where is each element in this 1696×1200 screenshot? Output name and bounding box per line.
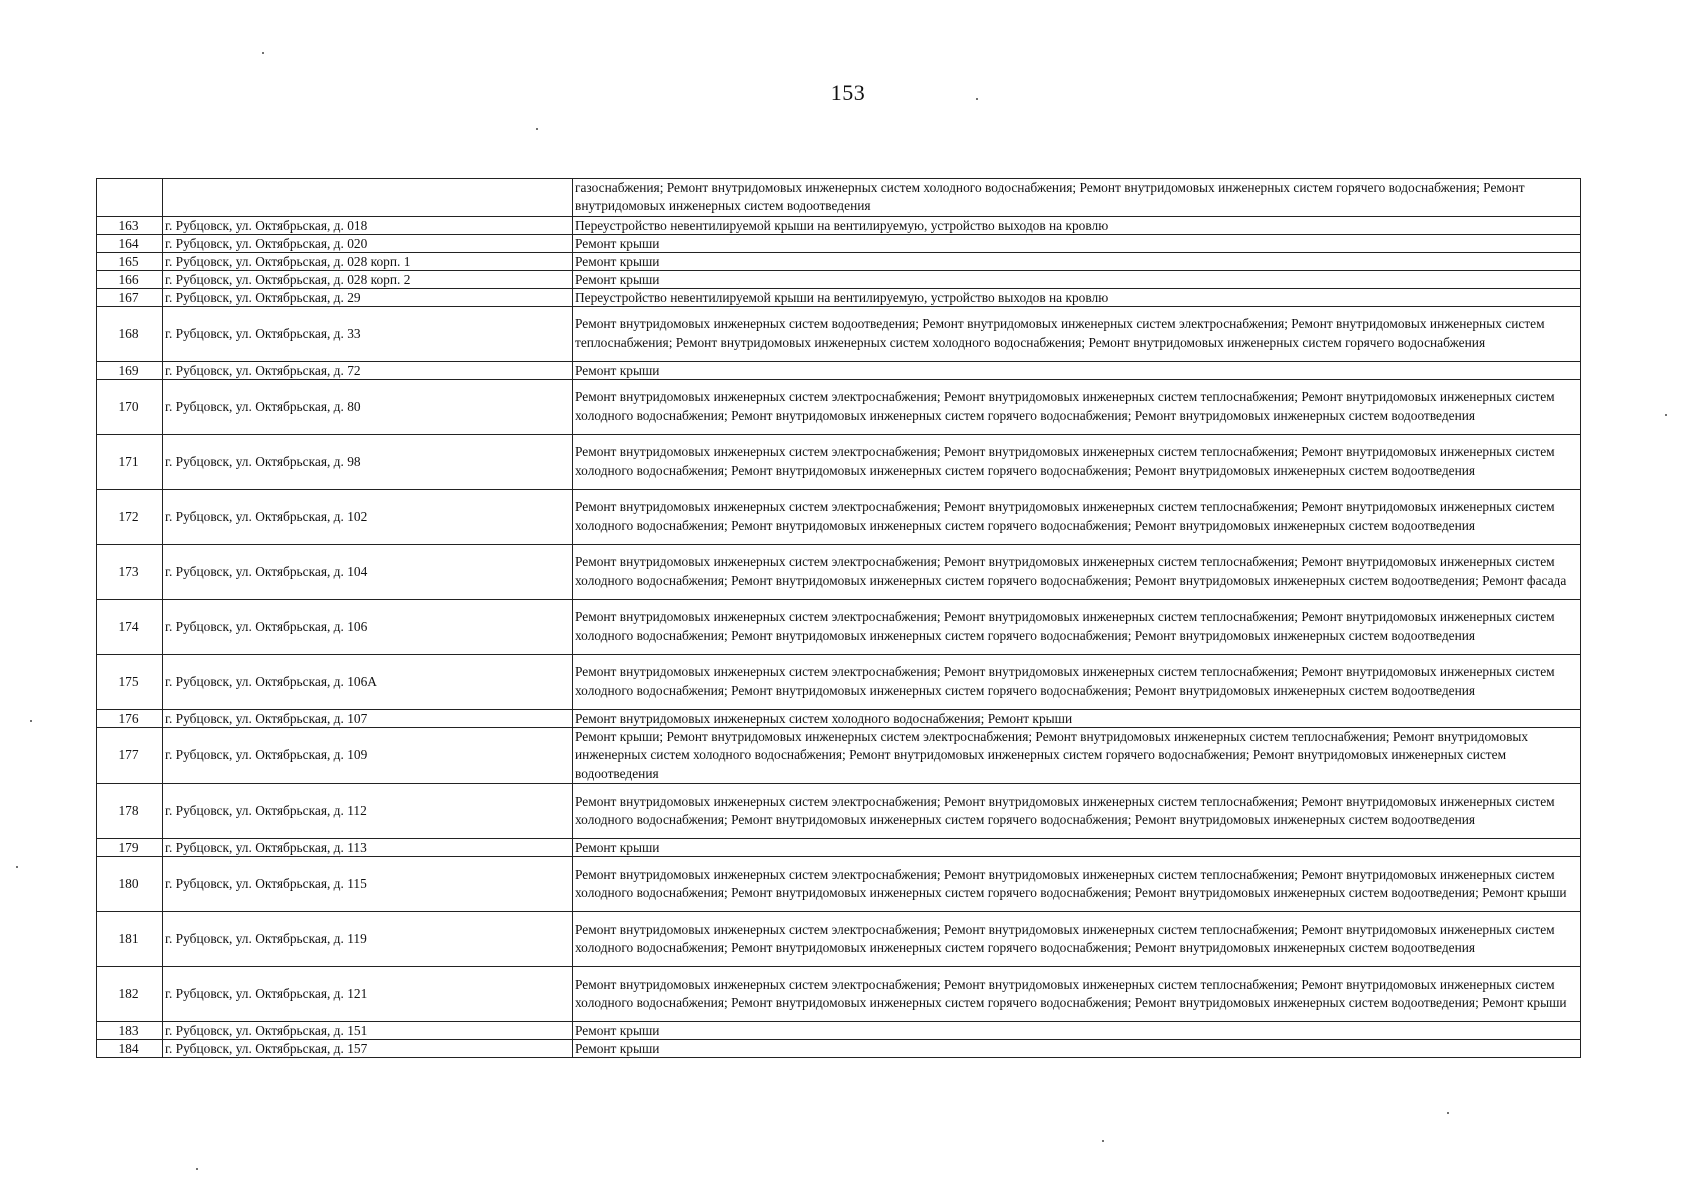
- table-row: [97, 1040, 1581, 1058]
- row-address: г. Рубцовск, ул. Октябрьская, д. 104: [163, 544, 573, 599]
- row-works: Переустройство невентилируемой крыши на вентилируемую, устройство выходов на кровлю: [573, 216, 1581, 234]
- scan-speck: [536, 128, 538, 130]
- table-row: [97, 361, 1581, 379]
- row-address: г. Рубцовск, ул. Октябрьская, д. 106А: [163, 654, 573, 709]
- row-address: г. Рубцовск, ул. Октябрьская, д. 028 корп. 1: [163, 252, 573, 270]
- row-works: Ремонт внутридомовых инженерных систем электроснабжения; Ремонт внутридомовых инженерных систем теплоснабжения; Ремонт внутридомовых инженерных систем холодного водоснабжения; Ремонт внутридомовых инженерных систем горячего водоснабжения; Ремонт внутридомовых инженерных систем водоотведения: [573, 784, 1581, 839]
- table-row: [97, 857, 1581, 912]
- scan-speck: [976, 98, 978, 100]
- row-number: 172: [97, 489, 163, 544]
- scan-speck: [196, 1168, 198, 1170]
- row-works: газоснабжения; Ремонт внутридомовых инженерных систем холодного водоснабжения; Ремонт внутридомовых инженерных систем горячего водоснабжения; Ремонт внутридомовых инженерных систем водоотведения: [573, 179, 1581, 217]
- row-address: г. Рубцовск, ул. Октябрьская, д. 106: [163, 599, 573, 654]
- row-address: г. Рубцовск, ул. Октябрьская, д. 112: [163, 784, 573, 839]
- row-address: г. Рубцовск, ул. Октябрьская, д. 33: [163, 306, 573, 361]
- row-address: [163, 179, 573, 217]
- table-row: [97, 967, 1581, 1022]
- row-works: Ремонт внутридомовых инженерных систем электроснабжения; Ремонт внутридомовых инженерных систем теплоснабжения; Ремонт внутридомовых инженерных систем холодного водоснабжения; Ремонт внутридомовых инженерных систем горячего водоснабжения; Ремонт внутридомовых инженерных систем водоотведения: [573, 434, 1581, 489]
- table-row: [97, 727, 1581, 783]
- table-row: [97, 912, 1581, 967]
- table-row: [97, 654, 1581, 709]
- row-number: 180: [97, 857, 163, 912]
- row-number: 169: [97, 361, 163, 379]
- row-works: Ремонт внутридомовых инженерных систем электроснабжения; Ремонт внутридомовых инженерных систем теплоснабжения; Ремонт внутридомовых инженерных систем холодного водоснабжения; Ремонт внутридомовых инженерных систем горячего водоснабжения; Ремонт внутридомовых инженерных систем водоотведения; Ремонт крыши: [573, 857, 1581, 912]
- table-row: [97, 306, 1581, 361]
- row-works: Ремонт внутридомовых инженерных систем электроснабжения; Ремонт внутридомовых инженерных систем теплоснабжения; Ремонт внутридомовых инженерных систем холодного водоснабжения; Ремонт внутридомовых инженерных систем горячего водоснабжения; Ремонт внутридомовых инженерных систем водоотведения; Ремонт фасада: [573, 544, 1581, 599]
- row-number: 163: [97, 216, 163, 234]
- table-row: [97, 179, 1581, 217]
- row-address: г. Рубцовск, ул. Октябрьская, д. 72: [163, 361, 573, 379]
- row-number: 181: [97, 912, 163, 967]
- row-address: г. Рубцовск, ул. Октябрьская, д. 115: [163, 857, 573, 912]
- row-works: Ремонт крыши: [573, 252, 1581, 270]
- row-number: 176: [97, 709, 163, 727]
- row-number: 166: [97, 270, 163, 288]
- row-number: 167: [97, 288, 163, 306]
- row-works: Ремонт внутридомовых инженерных систем электроснабжения; Ремонт внутридомовых инженерных систем теплоснабжения; Ремонт внутридомовых инженерных систем холодного водоснабжения; Ремонт внутридомовых инженерных систем горячего водоснабжения; Ремонт внутридомовых инженерных систем водоотведения: [573, 912, 1581, 967]
- table-row: [97, 839, 1581, 857]
- row-address: г. Рубцовск, ул. Октябрьская, д. 29: [163, 288, 573, 306]
- table-row: [97, 252, 1581, 270]
- table-row: [97, 270, 1581, 288]
- row-number: 177: [97, 727, 163, 783]
- table-row: [97, 288, 1581, 306]
- row-works: Ремонт крыши: [573, 1022, 1581, 1040]
- row-works: Ремонт крыши: [573, 1040, 1581, 1058]
- works-table-body: [97, 179, 1581, 1058]
- row-number: 182: [97, 967, 163, 1022]
- table-row: [97, 234, 1581, 252]
- row-address: г. Рубцовск, ул. Октябрьская, д. 102: [163, 489, 573, 544]
- row-address: г. Рубцовск, ул. Октябрьская, д. 121: [163, 967, 573, 1022]
- table-row: [97, 709, 1581, 727]
- scan-speck: [1447, 1112, 1449, 1114]
- scan-speck: [1665, 414, 1667, 416]
- table-row: [97, 216, 1581, 234]
- row-address: г. Рубцовск, ул. Октябрьская, д. 157: [163, 1040, 573, 1058]
- row-works: Ремонт крыши: [573, 270, 1581, 288]
- table-row: [97, 489, 1581, 544]
- table-row: [97, 434, 1581, 489]
- works-table: [96, 178, 1581, 1058]
- row-number: 170: [97, 379, 163, 434]
- table-row: [97, 599, 1581, 654]
- row-number: 171: [97, 434, 163, 489]
- row-works: Ремонт крыши: [573, 839, 1581, 857]
- scan-speck: [16, 866, 18, 868]
- row-number: 168: [97, 306, 163, 361]
- row-number: 178: [97, 784, 163, 839]
- row-works: Ремонт внутридомовых инженерных систем водоотведения; Ремонт внутридомовых инженерных систем электроснабжения; Ремонт внутридомовых инженерных систем теплоснабжения; Ремонт внутридомовых инженерных систем холодного водоснабжения; Ремонт внутридомовых инженерных систем горячего водоснабжения: [573, 306, 1581, 361]
- row-works: Ремонт внутридомовых инженерных систем электроснабжения; Ремонт внутридомовых инженерных систем теплоснабжения; Ремонт внутридомовых инженерных систем холодного водоснабжения; Ремонт внутридомовых инженерных систем горячего водоснабжения; Ремонт внутридомовых инженерных систем водоотведения; Ремонт крыши: [573, 967, 1581, 1022]
- row-works: Ремонт крыши; Ремонт внутридомовых инженерных систем электроснабжения; Ремонт внутридомовых инженерных систем теплоснабжения; Ремонт внутридомовых инженерных систем холодного водоснабжения; Ремонт внутридомовых инженерных систем горячего водоснабжения; Ремонт внутридомовых инженерных систем водоотведения: [573, 727, 1581, 783]
- row-works: Ремонт крыши: [573, 234, 1581, 252]
- row-number: 165: [97, 252, 163, 270]
- row-number: 184: [97, 1040, 163, 1058]
- scan-speck: [30, 720, 32, 722]
- row-works: Ремонт внутридомовых инженерных систем электроснабжения; Ремонт внутридомовых инженерных систем теплоснабжения; Ремонт внутридомовых инженерных систем холодного водоснабжения; Ремонт внутридомовых инженерных систем горячего водоснабжения; Ремонт внутридомовых инженерных систем водоотведения: [573, 599, 1581, 654]
- table-row: [97, 379, 1581, 434]
- row-address: г. Рубцовск, ул. Октябрьская, д. 107: [163, 709, 573, 727]
- row-works: Ремонт крыши: [573, 361, 1581, 379]
- row-number: 173: [97, 544, 163, 599]
- row-address: г. Рубцовск, ул. Октябрьская, д. 018: [163, 216, 573, 234]
- row-address: г. Рубцовск, ул. Октябрьская, д. 109: [163, 727, 573, 783]
- row-number: 183: [97, 1022, 163, 1040]
- row-number: 179: [97, 839, 163, 857]
- row-address: г. Рубцовск, ул. Октябрьская, д. 119: [163, 912, 573, 967]
- row-number: 164: [97, 234, 163, 252]
- page-number: 153: [830, 80, 866, 105]
- table-row: [97, 784, 1581, 839]
- row-address: г. Рубцовск, ул. Октябрьская, д. 028 корп. 2: [163, 270, 573, 288]
- row-works: Ремонт внутридомовых инженерных систем электроснабжения; Ремонт внутридомовых инженерных систем теплоснабжения; Ремонт внутридомовых инженерных систем холодного водоснабжения; Ремонт внутридомовых инженерных систем горячего водоснабжения; Ремонт внутридомовых инженерных систем водоотведения: [573, 489, 1581, 544]
- scan-speck: [262, 52, 264, 54]
- row-works: Переустройство невентилируемой крыши на вентилируемую, устройство выходов на кровлю: [573, 288, 1581, 306]
- row-number: 174: [97, 599, 163, 654]
- row-address: г. Рубцовск, ул. Октябрьская, д. 98: [163, 434, 573, 489]
- row-works: Ремонт внутридомовых инженерных систем электроснабжения; Ремонт внутридомовых инженерных систем теплоснабжения; Ремонт внутридомовых инженерных систем холодного водоснабжения; Ремонт внутридомовых инженерных систем горячего водоснабжения; Ремонт внутридомовых инженерных систем водоотведения: [573, 379, 1581, 434]
- row-number: 175: [97, 654, 163, 709]
- row-address: г. Рубцовск, ул. Октябрьская, д. 80: [163, 379, 573, 434]
- table-row: [97, 544, 1581, 599]
- row-address: г. Рубцовск, ул. Октябрьская, д. 113: [163, 839, 573, 857]
- row-number: [97, 179, 163, 217]
- row-works: Ремонт внутридомовых инженерных систем холодного водоснабжения; Ремонт крыши: [573, 709, 1581, 727]
- row-works: Ремонт внутридомовых инженерных систем электроснабжения; Ремонт внутридомовых инженерных систем теплоснабжения; Ремонт внутридомовых инженерных систем холодного водоснабжения; Ремонт внутридомовых инженерных систем горячего водоснабжения; Ремонт внутридомовых инженерных систем водоотведения: [573, 654, 1581, 709]
- scan-speck: [1102, 1140, 1104, 1142]
- table-row: [97, 1022, 1581, 1040]
- row-address: г. Рубцовск, ул. Октябрьская, д. 151: [163, 1022, 573, 1040]
- row-address: г. Рубцовск, ул. Октябрьская, д. 020: [163, 234, 573, 252]
